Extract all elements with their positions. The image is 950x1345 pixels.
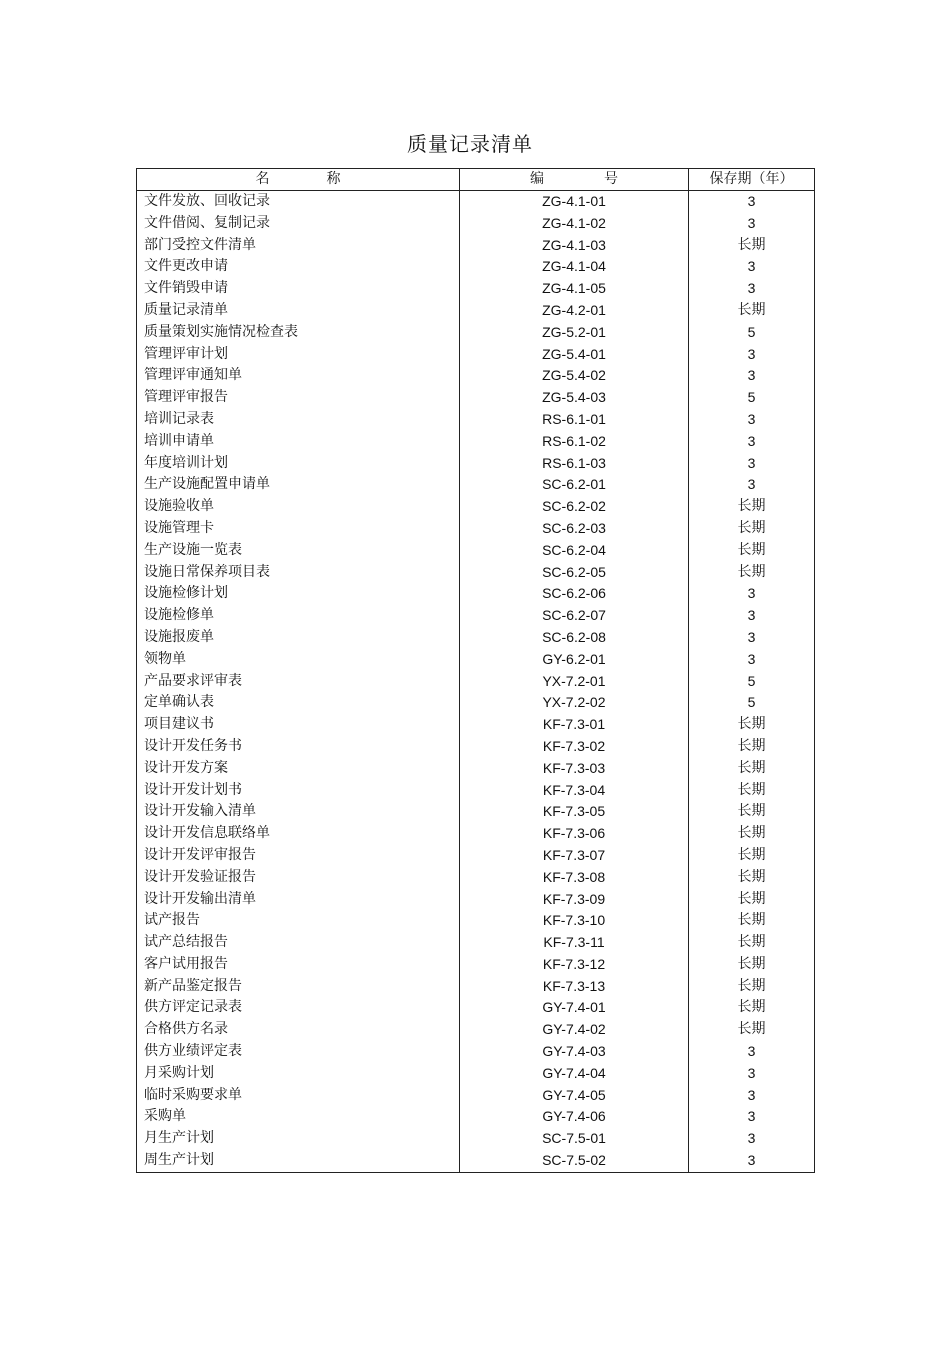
table-row	[137, 954, 815, 976]
record-name-cell: 供方业绩评定表	[137, 1041, 460, 1063]
retention-period-cell: 长期	[689, 954, 815, 976]
record-code-cell: KF-7.3-12	[460, 954, 689, 976]
retention-period-cell: 3	[689, 191, 815, 213]
record-code-cell: ZG-4.1-04	[460, 256, 689, 278]
record-name-cell: 年度培训计划	[137, 453, 460, 475]
record-code-cell: KF-7.3-05	[460, 801, 689, 823]
record-code-cell: SC-6.2-06	[460, 583, 689, 605]
record-name-cell: 管理评审计划	[137, 344, 460, 366]
record-name-cell: 周生产计划	[137, 1150, 460, 1172]
record-name-cell: 管理评审通知单	[137, 365, 460, 387]
record-code-cell: KF-7.3-04	[460, 780, 689, 802]
table-row	[137, 365, 815, 387]
table-row	[137, 474, 815, 496]
retention-period-cell: 3	[689, 344, 815, 366]
retention-period-cell: 长期	[689, 801, 815, 823]
record-name-cell: 设施管理卡	[137, 518, 460, 540]
record-name-cell: 供方评定记录表	[137, 997, 460, 1019]
record-name-cell: 培训记录表	[137, 409, 460, 431]
record-name-cell: 临时采购要求单	[137, 1085, 460, 1107]
retention-period-cell: 3	[689, 1150, 815, 1172]
page-title: 质量记录清单	[407, 132, 533, 156]
table-row	[137, 235, 815, 257]
record-name-cell: 设施检修单	[137, 605, 460, 627]
retention-period-cell: 5	[689, 387, 815, 409]
table-row	[137, 889, 815, 911]
record-name-cell: 设计开发验证报告	[137, 867, 460, 889]
retention-period-cell: 3	[689, 431, 815, 453]
record-code-cell: ZG-5.2-01	[460, 322, 689, 344]
record-name-cell: 设计开发信息联络单	[137, 823, 460, 845]
table-row	[137, 714, 815, 736]
record-name-cell: 采购单	[137, 1106, 460, 1128]
record-name-cell: 设计开发输出清单	[137, 889, 460, 911]
record-code-cell: YX-7.2-02	[460, 692, 689, 714]
retention-period-cell: 长期	[689, 496, 815, 518]
table-row	[137, 1019, 815, 1041]
retention-period-cell: 5	[689, 692, 815, 714]
table-row	[137, 605, 815, 627]
record-code-cell: YX-7.2-01	[460, 671, 689, 693]
header-name-char-1: 名	[255, 171, 270, 187]
record-code-cell: KF-7.3-11	[460, 932, 689, 954]
table-row	[137, 997, 815, 1019]
record-code-cell: SC-7.5-01	[460, 1128, 689, 1150]
table-header	[137, 169, 815, 191]
header-code	[460, 169, 689, 191]
record-name-cell: 定单确认表	[137, 692, 460, 714]
retention-period-cell: 3	[689, 627, 815, 649]
record-name-cell: 设施报废单	[137, 627, 460, 649]
retention-period-cell: 3	[689, 409, 815, 431]
record-code-cell: RS-6.1-01	[460, 409, 689, 431]
record-code-cell: KF-7.3-07	[460, 845, 689, 867]
retention-period-cell: 长期	[689, 540, 815, 562]
header-code-char-2: 号	[604, 171, 618, 187]
retention-period-cell: 长期	[689, 932, 815, 954]
record-code-cell: KF-7.3-06	[460, 823, 689, 845]
table-row	[137, 823, 815, 845]
retention-period-cell: 长期	[689, 910, 815, 932]
record-name-cell: 设计开发任务书	[137, 736, 460, 758]
table-row	[137, 256, 815, 278]
table-row	[137, 540, 815, 562]
record-name-cell: 设计开发方案	[137, 758, 460, 780]
table-row	[137, 213, 815, 235]
table-row	[137, 1085, 815, 1107]
record-name-cell: 领物单	[137, 649, 460, 671]
table-row	[137, 758, 815, 780]
retention-period-cell: 3	[689, 605, 815, 627]
record-code-cell: SC-6.2-05	[460, 562, 689, 584]
retention-period-cell: 长期	[689, 845, 815, 867]
table-row	[137, 649, 815, 671]
record-name-cell: 产品要求评审表	[137, 671, 460, 693]
record-code-cell: KF-7.3-03	[460, 758, 689, 780]
retention-period-cell: 3	[689, 1106, 815, 1128]
record-code-cell: ZG-5.4-02	[460, 365, 689, 387]
record-code-cell: GY-7.4-01	[460, 997, 689, 1019]
table-row	[137, 976, 815, 998]
table-row	[137, 300, 815, 322]
record-code-cell: ZG-4.1-02	[460, 213, 689, 235]
retention-period-cell: 3	[689, 1041, 815, 1063]
record-code-cell: ZG-5.4-01	[460, 344, 689, 366]
record-code-cell: KF-7.3-01	[460, 714, 689, 736]
record-name-cell: 设计开发计划书	[137, 780, 460, 802]
record-name-cell: 生产设施配置申请单	[137, 474, 460, 496]
record-code-cell: GY-7.4-03	[460, 1041, 689, 1063]
header-name-char-2: 称	[326, 171, 341, 187]
record-name-cell: 试产报告	[137, 910, 460, 932]
retention-period-cell: 长期	[689, 976, 815, 998]
record-name-cell: 生产设施一览表	[137, 540, 460, 562]
record-code-cell: GY-6.2-01	[460, 649, 689, 671]
record-name-cell: 培训申请单	[137, 431, 460, 453]
retention-period-cell: 长期	[689, 562, 815, 584]
retention-period-cell: 长期	[689, 235, 815, 257]
record-code-cell: KF-7.3-13	[460, 976, 689, 998]
retention-period-cell: 3	[689, 278, 815, 300]
record-name-cell: 合格供方名录	[137, 1019, 460, 1041]
record-code-cell: ZG-4.1-05	[460, 278, 689, 300]
table-row	[137, 692, 815, 714]
retention-period-cell: 长期	[689, 714, 815, 736]
record-name-cell: 文件更改申请	[137, 256, 460, 278]
table-row	[137, 671, 815, 693]
table-row	[137, 387, 815, 409]
records-table	[136, 168, 815, 1173]
record-code-cell: KF-7.3-08	[460, 867, 689, 889]
table-row	[137, 431, 815, 453]
table-row	[137, 1150, 815, 1172]
table-row	[137, 780, 815, 802]
table-row	[137, 910, 815, 932]
table-row	[137, 1106, 815, 1128]
table-row	[137, 845, 815, 867]
record-code-cell: ZG-5.4-03	[460, 387, 689, 409]
record-name-cell: 管理评审报告	[137, 387, 460, 409]
record-code-cell: KF-7.3-09	[460, 889, 689, 911]
record-name-cell: 质量记录清单	[137, 300, 460, 322]
retention-period-cell: 3	[689, 583, 815, 605]
table-row	[137, 409, 815, 431]
header-code-char-1: 编	[530, 171, 544, 187]
retention-period-cell: 3	[689, 256, 815, 278]
record-name-cell: 月采购计划	[137, 1063, 460, 1085]
record-code-cell: ZG-4.2-01	[460, 300, 689, 322]
table-row	[137, 496, 815, 518]
retention-period-cell: 长期	[689, 1019, 815, 1041]
table-row	[137, 278, 815, 300]
retention-period-cell: 长期	[689, 823, 815, 845]
table-row	[137, 1063, 815, 1085]
table-row	[137, 344, 815, 366]
retention-period-cell: 3	[689, 453, 815, 475]
record-code-cell: RS-6.1-03	[460, 453, 689, 475]
record-name-cell: 试产总结报告	[137, 932, 460, 954]
record-code-cell: RS-6.1-02	[460, 431, 689, 453]
record-code-cell: GY-7.4-04	[460, 1063, 689, 1085]
table-row	[137, 322, 815, 344]
table-row	[137, 1041, 815, 1063]
record-code-cell: SC-6.2-08	[460, 627, 689, 649]
record-name-cell: 设施检修计划	[137, 583, 460, 605]
record-code-cell: SC-6.2-04	[460, 540, 689, 562]
record-code-cell: SC-6.2-07	[460, 605, 689, 627]
retention-period-cell: 3	[689, 213, 815, 235]
record-name-cell: 设计开发评审报告	[137, 845, 460, 867]
record-name-cell: 文件发放、回收记录	[137, 191, 460, 213]
header-name	[137, 169, 460, 191]
table-row	[137, 518, 815, 540]
record-code-cell: KF-7.3-10	[460, 910, 689, 932]
retention-period-cell: 长期	[689, 518, 815, 540]
record-code-cell: GY-7.4-06	[460, 1106, 689, 1128]
retention-period-cell: 3	[689, 1063, 815, 1085]
header-period: 保存期（年）	[689, 169, 815, 191]
record-name-cell: 质量策划实施情况检查表	[137, 322, 460, 344]
record-code-cell: SC-6.2-03	[460, 518, 689, 540]
record-code-cell: SC-6.2-01	[460, 474, 689, 496]
retention-period-cell: 3	[689, 1128, 815, 1150]
table-row	[137, 627, 815, 649]
table-row	[137, 801, 815, 823]
table-row	[137, 562, 815, 584]
retention-period-cell: 3	[689, 365, 815, 387]
retention-period-cell: 5	[689, 322, 815, 344]
retention-period-cell: 长期	[689, 736, 815, 758]
retention-period-cell: 长期	[689, 997, 815, 1019]
retention-period-cell: 长期	[689, 867, 815, 889]
record-name-cell: 项目建议书	[137, 714, 460, 736]
table-row	[137, 736, 815, 758]
record-name-cell: 新产品鉴定报告	[137, 976, 460, 998]
table-row	[137, 1128, 815, 1150]
record-name-cell: 月生产计划	[137, 1128, 460, 1150]
retention-period-cell: 3	[689, 1085, 815, 1107]
record-code-cell: SC-7.5-02	[460, 1150, 689, 1172]
retention-period-cell: 5	[689, 671, 815, 693]
record-code-cell: ZG-4.1-01	[460, 191, 689, 213]
retention-period-cell: 长期	[689, 780, 815, 802]
table-row	[137, 867, 815, 889]
record-name-cell: 文件销毁申请	[137, 278, 460, 300]
retention-period-cell: 3	[689, 649, 815, 671]
record-code-cell: GY-7.4-05	[460, 1085, 689, 1107]
record-name-cell: 设施验收单	[137, 496, 460, 518]
retention-period-cell: 长期	[689, 300, 815, 322]
record-name-cell: 部门受控文件清单	[137, 235, 460, 257]
record-name-cell: 设计开发输入清单	[137, 801, 460, 823]
record-code-cell: KF-7.3-02	[460, 736, 689, 758]
record-name-cell: 文件借阅、复制记录	[137, 213, 460, 235]
retention-period-cell: 长期	[689, 889, 815, 911]
table-row	[137, 191, 815, 213]
table-row	[137, 932, 815, 954]
table-row	[137, 453, 815, 475]
retention-period-cell: 长期	[689, 758, 815, 780]
retention-period-cell: 3	[689, 474, 815, 496]
record-code-cell: SC-6.2-02	[460, 496, 689, 518]
record-code-cell: GY-7.4-02	[460, 1019, 689, 1041]
record-name-cell: 客户试用报告	[137, 954, 460, 976]
record-code-cell: ZG-4.1-03	[460, 235, 689, 257]
record-name-cell: 设施日常保养项目表	[137, 562, 460, 584]
table-row	[137, 583, 815, 605]
